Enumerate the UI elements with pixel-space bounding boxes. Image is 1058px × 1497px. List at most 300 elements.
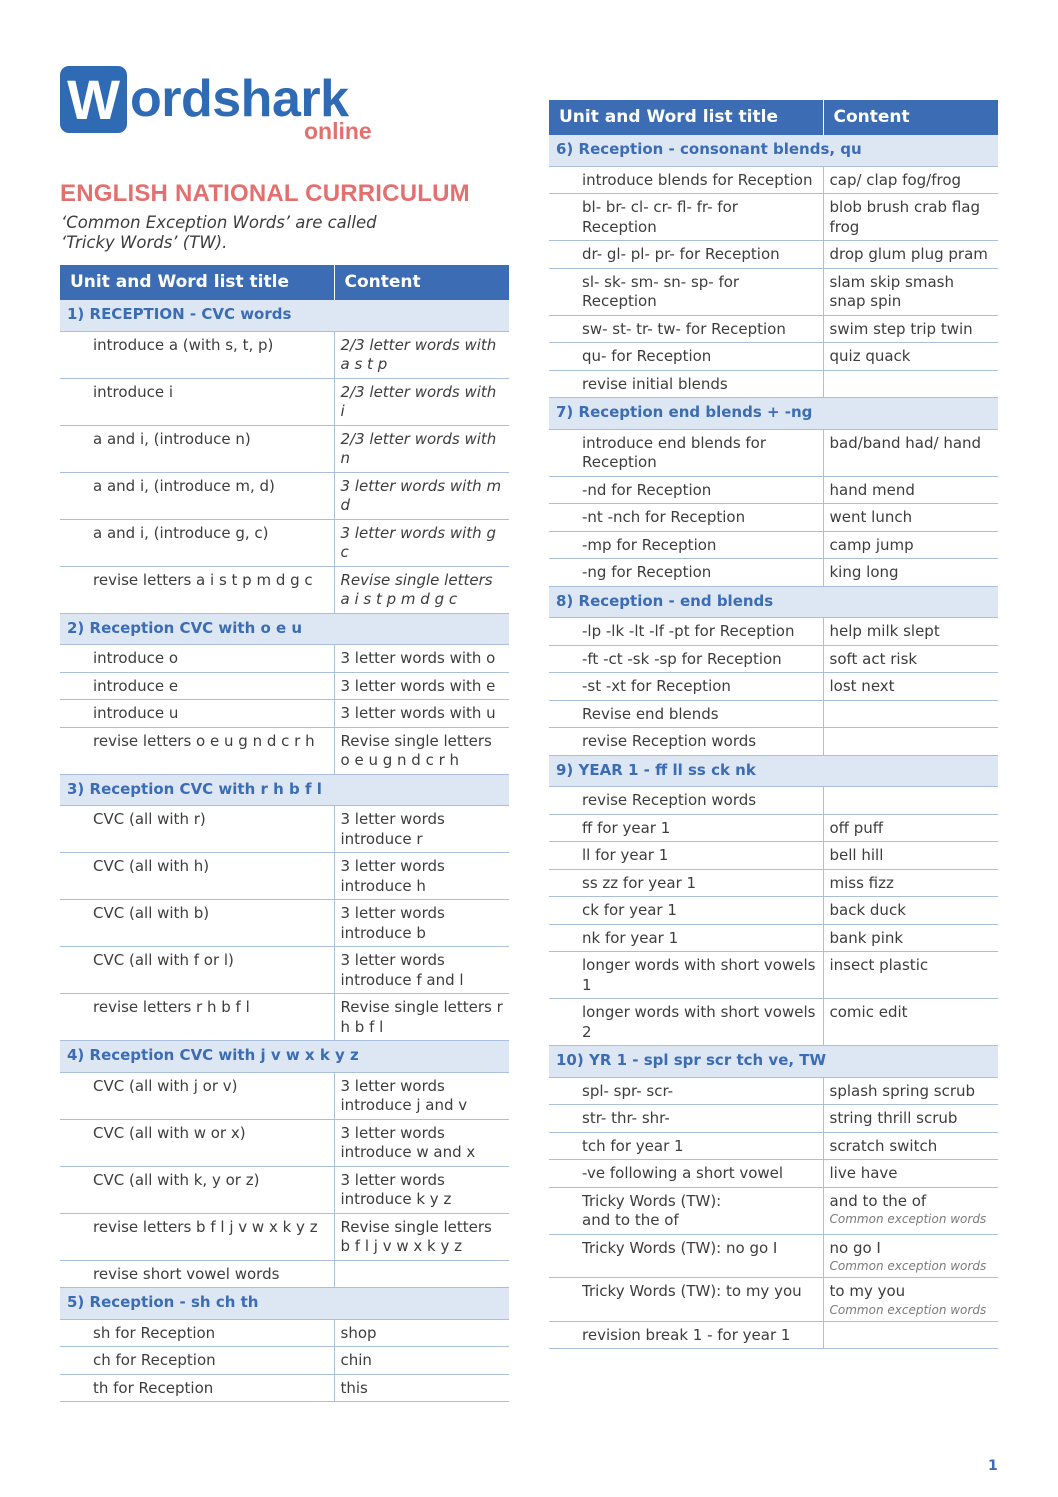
unit-content-text: scratch switch	[829, 1136, 938, 1155]
unit-content	[334, 947, 509, 994]
unit-title-text: nk for year 1	[582, 928, 679, 947]
unit-content	[823, 999, 998, 1046]
unit-title-text: CVC (all with r)	[93, 810, 206, 828]
unit-title-text: ll for year 1	[582, 846, 669, 864]
unit-title	[549, 1278, 823, 1322]
unit-content-text: chin	[340, 1351, 372, 1369]
unit-content	[823, 1187, 998, 1234]
table-row	[60, 672, 509, 700]
unit-content-text: string thrill scrub	[829, 1109, 958, 1127]
table-row	[60, 1213, 509, 1260]
unit-title-text: sw- st- tr- tw- for Reception	[582, 319, 786, 338]
unit-content	[823, 241, 998, 269]
unit-title	[60, 1213, 334, 1260]
unit-content	[334, 900, 509, 947]
section-header	[549, 135, 998, 166]
unit-title	[549, 787, 823, 815]
unit-content-text: help milk slept	[829, 622, 940, 640]
unit-content-text: 2/3 letter words with i	[340, 382, 497, 420]
unit-title-text: Tricky Words (TW): and to the of	[582, 1191, 722, 1229]
table-row	[60, 900, 509, 947]
unit-title-text: -ve following a short vowel	[582, 1164, 784, 1182]
unit-content-text: cap/ clap fog/frog	[829, 170, 962, 189]
unit-content-text: 2/3 letter words with a s t p	[340, 335, 497, 373]
unit-title	[549, 1105, 823, 1133]
unit-content-text: off puff	[829, 818, 884, 837]
unit-title	[549, 343, 823, 371]
unit-content-text: 2/3 letter words with n	[340, 429, 497, 467]
unit-content	[823, 1132, 998, 1160]
curriculum-table-left	[60, 265, 509, 1402]
table-row	[549, 315, 998, 343]
page-title: ENGLISH NATIONAL CURRICULUM	[60, 180, 470, 207]
table-row	[549, 1132, 998, 1160]
unit-content-text: hand mend	[829, 480, 915, 499]
unit-title	[549, 1160, 823, 1188]
table-row	[549, 999, 998, 1046]
unit-title-text: -lp -lk -lt -lf -pt for Reception	[582, 622, 795, 640]
unit-title	[549, 370, 823, 398]
unit-content	[823, 1105, 998, 1133]
unit-content-note: Common exception words	[829, 1302, 987, 1317]
unit-title-text: dr- gl- pl- pr- for Reception	[582, 245, 780, 263]
unit-title	[60, 994, 334, 1041]
table-row	[549, 842, 998, 870]
unit-content	[823, 1278, 998, 1322]
unit-content-text: and to the of	[829, 1191, 927, 1210]
unit-content-text: drop glum plug pram	[829, 245, 988, 263]
table-row	[549, 343, 998, 371]
table-row	[549, 504, 998, 532]
unit-content	[823, 814, 998, 842]
unit-content-text: Revise single letters r h b f l	[340, 998, 503, 1036]
unit-title-text: -nt -nch for Reception	[582, 508, 746, 526]
unit-title-text: revise letters o e u g n d c r h	[93, 731, 315, 750]
table-row	[549, 814, 998, 842]
unit-content-text: lost next	[829, 677, 895, 695]
unit-title	[60, 331, 334, 378]
table-row	[60, 425, 509, 472]
unit-title	[60, 900, 334, 947]
table-row	[60, 645, 509, 673]
unit-content-text: went lunch	[829, 508, 913, 526]
unit-content	[823, 673, 998, 701]
table-row	[549, 1321, 998, 1349]
unit-title-text: -st -xt for Reception	[582, 677, 731, 695]
section-header	[549, 1046, 998, 1078]
table-row	[60, 947, 509, 994]
unit-title-text: introduce blends for Reception	[582, 170, 813, 189]
unit-title-text: ss zz for year 1	[582, 873, 697, 892]
unit-content-text: bank pink	[829, 928, 904, 947]
table-row	[549, 787, 998, 815]
section-header	[60, 774, 509, 806]
unit-title-text: longer words with short vowels 2	[582, 1003, 816, 1041]
unit-content	[334, 1166, 509, 1213]
table-row	[549, 531, 998, 559]
unit-content	[823, 194, 998, 241]
unit-title	[60, 1374, 334, 1402]
unit-title-text: -nd for Reception	[582, 480, 712, 499]
wordshark-logo	[60, 64, 390, 154]
unit-title-text: a and i, (introduce m, d)	[93, 476, 275, 495]
unit-content-text: quiz quack	[829, 347, 911, 365]
unit-title-text: -mp for Reception	[582, 535, 717, 554]
table-row	[549, 268, 998, 315]
unit-title-text: revise Reception words	[582, 732, 757, 750]
unit-title-text: th for Reception	[93, 1378, 214, 1397]
unit-title	[549, 504, 823, 532]
unit-title	[60, 519, 334, 566]
table-row	[549, 429, 998, 476]
unit-content-text: insect plastic	[829, 956, 929, 974]
page-number: 1	[988, 1458, 998, 1474]
unit-title	[60, 1166, 334, 1213]
section-header	[549, 755, 998, 787]
unit-title-text: CVC (all with k, y or z)	[93, 1170, 260, 1189]
unit-title	[549, 924, 823, 952]
curriculum-table-right	[549, 100, 998, 1349]
unit-title	[60, 645, 334, 673]
unit-title	[60, 1319, 334, 1347]
unit-title	[549, 166, 823, 194]
section-title: 1) RECEPTION - CVC words	[60, 300, 509, 331]
unit-content-text: 3 letter words with u	[340, 704, 496, 722]
unit-content	[334, 378, 509, 425]
unit-title-text: Tricky Words (TW): no go I	[582, 1238, 778, 1257]
unit-title	[60, 472, 334, 519]
unit-title-text: introduce u	[93, 704, 179, 722]
table-row	[60, 378, 509, 425]
unit-content-text: 3 letter words with e	[340, 676, 496, 695]
unit-content	[823, 869, 998, 897]
unit-content	[334, 806, 509, 853]
unit-title	[549, 999, 823, 1046]
unit-content	[823, 476, 998, 504]
unit-title-text: introduce end blends for Reception	[582, 433, 767, 471]
unit-title	[549, 1077, 823, 1105]
table-row	[549, 728, 998, 756]
unit-title	[60, 947, 334, 994]
table-row	[549, 645, 998, 673]
unit-title-text: revise letters a i s t p m d g c	[93, 570, 313, 589]
unit-title-text: Tricky Words (TW): to my you	[582, 1282, 802, 1300]
section-title: 5) Reception - sh ch th	[60, 1288, 509, 1320]
unit-content-text: 3 letter words introduce j and v	[340, 1076, 468, 1114]
table-row	[549, 618, 998, 646]
unit-title	[60, 727, 334, 774]
unit-title	[60, 700, 334, 728]
header-unit: Unit and Word list title	[549, 100, 823, 135]
section-title: 10) YR 1 - spl spr scr tch ve, TW	[549, 1046, 998, 1078]
unit-content-text: swim step trip twin	[829, 319, 973, 338]
unit-content-text: 3 letter words with o	[340, 649, 496, 667]
unit-content-text: 3 letter words introduce f and l	[340, 951, 464, 989]
unit-content	[334, 700, 509, 728]
unit-title-text: introduce a (with s, t, p)	[93, 335, 274, 354]
table-row	[60, 1319, 509, 1347]
unit-content-text: king long	[829, 563, 899, 581]
unit-title	[549, 1187, 823, 1234]
unit-content	[334, 472, 509, 519]
unit-title-text: introduce o	[93, 649, 179, 667]
unit-title-text: -ng for Reception	[582, 563, 712, 581]
unit-content	[823, 559, 998, 587]
table-row	[60, 566, 509, 613]
unit-title	[549, 869, 823, 897]
section-header	[60, 1288, 509, 1320]
table-row	[549, 1105, 998, 1133]
unit-content	[823, 1234, 998, 1278]
unit-content	[823, 787, 998, 815]
table-row	[60, 806, 509, 853]
unit-title-text: -ft -ct -sk -sp for Reception	[582, 649, 782, 668]
section-header	[549, 398, 998, 430]
table-row	[549, 952, 998, 999]
unit-content-text: miss fizz	[829, 873, 894, 892]
unit-title-text: qu- for Reception	[582, 347, 712, 365]
table-row	[60, 994, 509, 1041]
unit-title-text: CVC (all with f or l)	[93, 951, 234, 969]
unit-content	[334, 994, 509, 1041]
section-title: 9) YEAR 1 - ff ll ss ck nk	[549, 755, 998, 787]
unit-content-note: Common exception words	[829, 1212, 987, 1226]
unit-title-text: revise short vowel words	[93, 1264, 280, 1283]
unit-title-text: revision break 1 - for year 1	[582, 1325, 791, 1344]
unit-content	[823, 952, 998, 999]
unit-title	[60, 1072, 334, 1119]
unit-title-text: revise initial blends	[582, 374, 728, 393]
unit-title-text: ff for year 1	[582, 818, 671, 837]
unit-title	[60, 425, 334, 472]
unit-title	[549, 429, 823, 476]
unit-content-text: camp jump	[829, 535, 914, 554]
unit-content	[823, 700, 998, 728]
unit-title-text: bl- br- cl- cr- fl- fr- for Reception	[582, 198, 738, 236]
unit-title	[549, 1132, 823, 1160]
unit-title-text: Revise end blends	[582, 704, 719, 723]
unit-title	[549, 618, 823, 646]
table-row	[60, 853, 509, 900]
unit-content	[823, 1321, 998, 1349]
unit-title-text: str- thr- shr-	[582, 1109, 670, 1127]
unit-title-text: revise Reception words	[582, 791, 757, 809]
unit-content-text: this	[340, 1378, 368, 1397]
header-unit: Unit and Word list title	[60, 265, 334, 300]
unit-title-text: introduce e	[93, 676, 179, 695]
unit-content-text: bell hill	[829, 846, 884, 864]
unit-content-text: 3 letter words introduce k y z	[340, 1170, 452, 1208]
table-row	[549, 559, 998, 587]
unit-title	[549, 531, 823, 559]
unit-title	[549, 814, 823, 842]
unit-content	[823, 1077, 998, 1105]
unit-content-note: Common exception words	[829, 1259, 987, 1273]
section-header	[60, 1041, 509, 1073]
unit-title-text: sh for Reception	[93, 1323, 216, 1342]
table-row	[549, 241, 998, 269]
unit-title-text: introduce i	[93, 382, 174, 401]
unit-title	[549, 476, 823, 504]
table-row	[549, 194, 998, 241]
unit-content-text: 3 letter words introduce r	[340, 810, 445, 848]
unit-content-text: 3 letter words introduce w and x	[340, 1123, 476, 1161]
section-title: 7) Reception end blends + -ng	[549, 398, 998, 430]
header-content: Content	[334, 265, 509, 300]
unit-content	[334, 519, 509, 566]
table-row	[549, 869, 998, 897]
unit-title-text: CVC (all with h)	[93, 857, 210, 875]
logo-mark: W	[60, 66, 127, 133]
unit-title	[549, 952, 823, 999]
unit-content	[823, 924, 998, 952]
unit-title	[549, 728, 823, 756]
unit-title	[60, 806, 334, 853]
unit-title	[60, 566, 334, 613]
logo-online: online	[304, 118, 372, 144]
unit-content-text: 3 letter words introduce h	[340, 857, 445, 895]
section-title: 4) Reception CVC with j v w x k y z	[60, 1041, 509, 1073]
unit-title-text: CVC (all with w or x)	[93, 1123, 246, 1142]
unit-content-text: live have	[829, 1164, 898, 1182]
unit-title	[549, 1234, 823, 1278]
unit-title	[549, 842, 823, 870]
unit-content	[823, 645, 998, 673]
unit-content	[334, 1119, 509, 1166]
table-row	[60, 1374, 509, 1402]
unit-title	[549, 645, 823, 673]
unit-title	[549, 897, 823, 925]
unit-content	[823, 1160, 998, 1188]
unit-content-text: Revise single letters a i s t p m d g c	[340, 570, 493, 608]
unit-content-text: blob brush crab flag frog	[829, 198, 980, 236]
section-header	[60, 300, 509, 331]
table-header	[60, 265, 509, 300]
unit-content	[823, 531, 998, 559]
unit-content-text: 3 letter words with g c	[340, 523, 496, 561]
unit-content-text: splash spring scrub	[829, 1081, 976, 1100]
section-title: 8) Reception - end blends	[549, 586, 998, 618]
logo-wordmark: ordshark	[130, 70, 349, 128]
unit-content-text: soft act risk	[829, 649, 918, 668]
unit-content	[334, 727, 509, 774]
table-row	[549, 1278, 998, 1322]
unit-content	[334, 1260, 509, 1288]
unit-content	[334, 566, 509, 613]
section-header	[60, 613, 509, 645]
unit-title	[549, 315, 823, 343]
unit-title	[60, 853, 334, 900]
unit-title	[549, 559, 823, 587]
table-row	[60, 1260, 509, 1288]
table-row	[549, 1077, 998, 1105]
subtitle: ‘Common Exception Words’ are called ‘Tricky Words’ (TW).	[61, 213, 377, 252]
table-row	[549, 1160, 998, 1188]
unit-title-text: CVC (all with b)	[93, 904, 210, 922]
table-header	[549, 100, 998, 135]
table-row	[60, 1072, 509, 1119]
unit-content-text: shop	[340, 1323, 377, 1342]
section-title: 3) Reception CVC with r h b f l	[60, 774, 509, 806]
unit-content-text: to my you	[829, 1282, 906, 1300]
unit-content	[823, 343, 998, 371]
unit-content	[334, 853, 509, 900]
unit-content	[823, 315, 998, 343]
unit-content	[334, 645, 509, 673]
unit-title	[549, 194, 823, 241]
unit-title-text: spl- spr- scr-	[582, 1081, 674, 1100]
header-content: Content	[823, 100, 998, 135]
table-row	[60, 727, 509, 774]
table-row	[549, 897, 998, 925]
unit-title-text: revise letters r h b f l	[93, 998, 250, 1016]
unit-title	[549, 700, 823, 728]
table-row	[549, 476, 998, 504]
table-row	[60, 1166, 509, 1213]
table-row	[60, 519, 509, 566]
unit-title-text: longer words with short vowels 1	[582, 956, 816, 994]
unit-title-text: ch for Reception	[93, 1351, 216, 1369]
unit-content	[823, 429, 998, 476]
section-title: 6) Reception - consonant blends, qu	[549, 135, 998, 166]
table-row	[60, 472, 509, 519]
unit-content-text: 3 letter words introduce b	[340, 904, 445, 942]
unit-content	[823, 842, 998, 870]
unit-title-text: CVC (all with j or v)	[93, 1076, 238, 1095]
unit-content	[334, 1213, 509, 1260]
unit-content-text: back duck	[829, 901, 906, 919]
unit-content	[334, 1072, 509, 1119]
unit-content	[334, 1347, 509, 1375]
section-header	[549, 586, 998, 618]
table-row	[60, 1347, 509, 1375]
table-row	[60, 331, 509, 378]
unit-content	[334, 1319, 509, 1347]
unit-content	[334, 331, 509, 378]
unit-content-text: bad/band had/ hand	[829, 433, 982, 452]
table-row	[549, 166, 998, 194]
unit-title	[60, 672, 334, 700]
unit-title-text: tch for year 1	[582, 1136, 684, 1155]
table-row	[549, 673, 998, 701]
unit-content	[334, 672, 509, 700]
unit-title	[60, 1119, 334, 1166]
unit-title	[60, 1347, 334, 1375]
unit-title	[549, 241, 823, 269]
section-title: 2) Reception CVC with o e u	[60, 613, 509, 645]
table-row	[549, 1234, 998, 1278]
table-row	[549, 700, 998, 728]
table-row	[60, 700, 509, 728]
table-row	[60, 1119, 509, 1166]
unit-title-text: a and i, (introduce g, c)	[93, 523, 269, 542]
unit-content	[823, 166, 998, 194]
unit-title-text: a and i, (introduce n)	[93, 429, 251, 448]
unit-title	[549, 1321, 823, 1349]
unit-content-text: slam skip smash snap spin	[829, 272, 954, 310]
unit-title	[60, 1260, 334, 1288]
unit-content	[823, 268, 998, 315]
unit-title	[549, 673, 823, 701]
unit-content	[334, 425, 509, 472]
unit-content	[823, 618, 998, 646]
unit-title-text: sl- sk- sm- sn- sp- for Reception	[582, 272, 740, 310]
unit-content	[823, 897, 998, 925]
unit-title	[60, 378, 334, 425]
unit-content-text: no go I	[829, 1238, 881, 1257]
unit-content-text: Revise single letters o e u g n d c r h	[340, 731, 492, 769]
unit-content-text: 3 letter words with m d	[340, 476, 502, 514]
